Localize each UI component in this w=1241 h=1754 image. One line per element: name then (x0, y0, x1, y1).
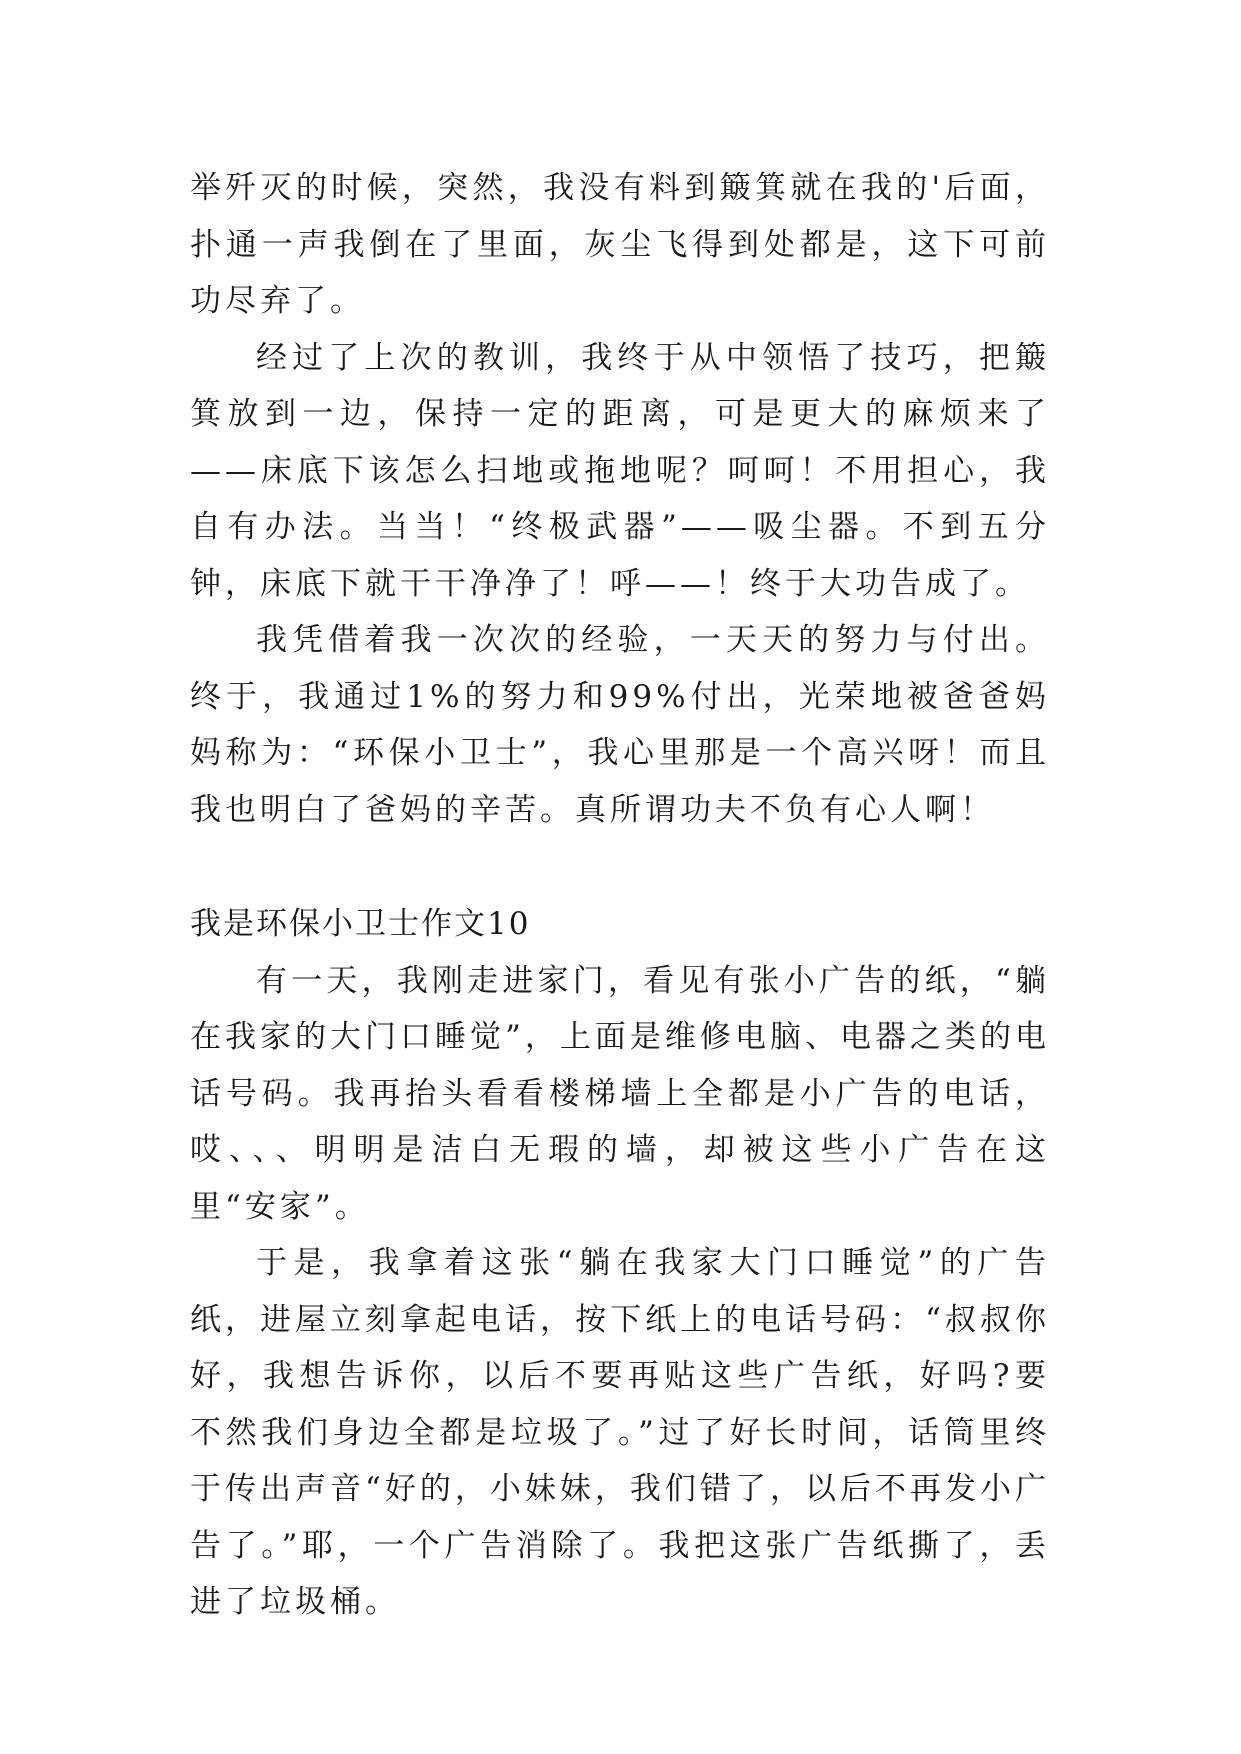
section-title: 我是环保小卫士作文10 (190, 906, 531, 942)
paragraph: 于是，我拿着这张“躺在我家大门口睡觉”的广告纸，进屋立刻拿起电话，按下纸上的电话号码：“叔叔你好，我想告诉你，以后不要再贴这些广告纸，好吗?要不然我们身边全都是垃圾了。”过了好长时间，话筒里终于传出声音“好的，小妹妹，我们错了，以后不再发小广告了。”耶，一个广告消除了。我把这张广告纸撕了，丢进了垃圾桶。 (190, 1245, 1050, 1620)
paragraph: 我凭借着我一次次的经验，一天天的努力与付出。终于，我通过1%的努力和99%付出，光荣地被爸爸妈妈称为：“环保小卫士”，我心里那是一个高兴呀！而且我也明白了爸妈的辛苦。真所谓功夫不负有心人啊！ (190, 622, 1050, 828)
document-body (190, 160, 1050, 1631)
paragraph: 有一天，我刚走进家门，看见有张小广告的纸，“躺在我家的大门口睡觉”，上面是维修电脑、电器之类的电话号码。我再抬头看看楼梯墙上全都是小广告的电话，哎、、、明明是洁白无瑕的墙，却被这些小广告在这里“安家”。 (190, 962, 1050, 1225)
paragraph-continued: 举歼灭的时候，突然，我没有料到簸箕就在我的'后面，扑通一声我倒在了里面，灰尘飞得到处都是，这下可前功尽弃了。 (190, 170, 1050, 319)
paragraph: 经过了上次的教训，我终于从中领悟了技巧，把簸箕放到一边，保持一定的距离，可是更大的麻烦来了——床底下该怎么扫地或拖地呢？呵呵！不用担心，我自有办法。当当！“终极武器”——吸尘器。不到五分钟，床底下就干干净净了！呼——！终于大功告成了。 (190, 339, 1050, 602)
